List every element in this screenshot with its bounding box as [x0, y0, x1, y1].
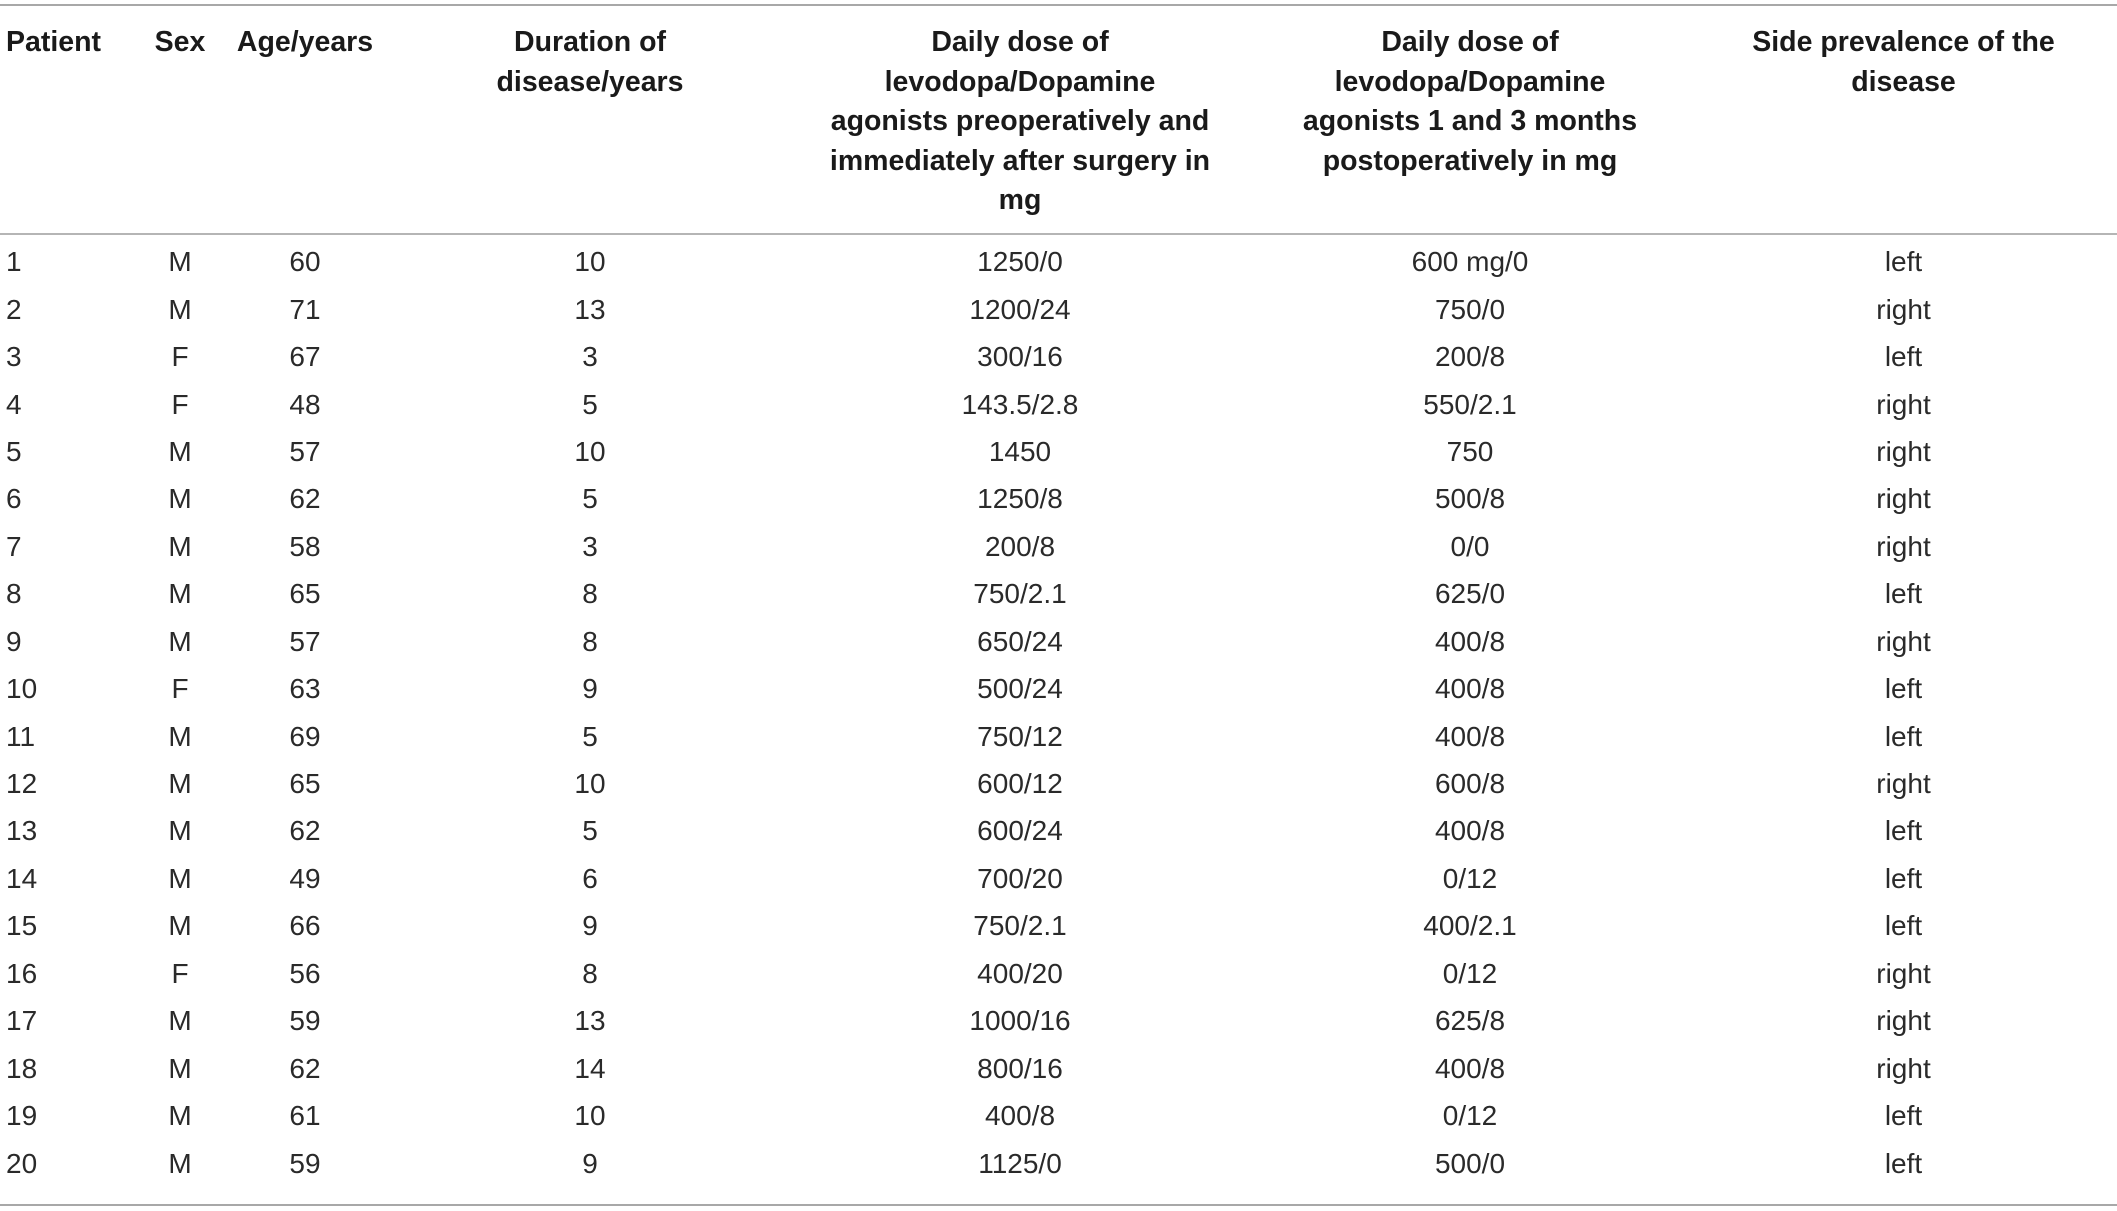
cell-dose-preop: 750/2.1 — [973, 578, 1067, 610]
cell-patient: 13 — [6, 815, 38, 847]
cell-patient: 3 — [6, 341, 22, 373]
table-row — [0, 713, 2117, 760]
header-dose-postop-line: postoperatively in mg — [1322, 144, 1618, 177]
cell-age: 56 — [289, 957, 321, 989]
cell-dose-preop: 600/12 — [977, 768, 1063, 800]
cell-duration: 8 — [582, 957, 598, 989]
table-row — [0, 855, 2117, 902]
cell-patient: 4 — [6, 388, 22, 420]
header-age — [220, 6, 390, 221]
cell-age: 58 — [289, 530, 321, 562]
cell-age: 60 — [289, 246, 321, 278]
cell-dose-postop: 400/2.1 — [1423, 910, 1517, 942]
cell-patient: 18 — [6, 1052, 38, 1084]
cell-age: 65 — [289, 768, 321, 800]
cell-patient: 20 — [6, 1147, 38, 1179]
cell-dose-postop: 750/0 — [1434, 293, 1506, 325]
cell-sex: M — [168, 435, 192, 467]
header-dose-postop — [1250, 6, 1690, 221]
cell-side: left — [1884, 341, 1923, 373]
cell-sex: M — [168, 1005, 192, 1037]
cell-duration: 13 — [574, 1005, 606, 1037]
header-dose-preop-line: immediately after surgery in — [829, 144, 1211, 177]
cell-patient: 6 — [6, 483, 22, 515]
cell-side: left — [1884, 673, 1923, 705]
cell-dose-preop: 1250/8 — [977, 483, 1063, 515]
table-row — [0, 903, 2117, 950]
cell-dose-postop: 400/8 — [1434, 815, 1506, 847]
cell-age: 49 — [289, 862, 321, 894]
cell-patient: 10 — [6, 673, 38, 705]
cell-duration: 8 — [582, 578, 598, 610]
cell-patient: 15 — [6, 910, 38, 942]
cell-duration: 5 — [582, 720, 598, 752]
cell-age: 62 — [289, 483, 321, 515]
cell-dose-preop: 200/8 — [984, 530, 1056, 562]
table-row — [0, 571, 2117, 618]
cell-patient: 9 — [6, 625, 22, 657]
cell-duration: 10 — [574, 246, 606, 278]
table-row — [0, 665, 2117, 712]
header-patient-line: Patient — [6, 26, 102, 58]
cell-age: 67 — [289, 341, 321, 373]
cell-dose-postop: 0/12 — [1442, 957, 1498, 989]
header-dose-preop-line: mg — [998, 184, 1042, 216]
cell-sex: F — [171, 341, 189, 373]
cell-age: 59 — [289, 1005, 321, 1037]
cell-age: 57 — [289, 435, 321, 467]
cell-duration: 10 — [574, 768, 606, 800]
header-dose-postop-line: levodopa/Dopamine — [1334, 65, 1606, 98]
cell-patient: 14 — [6, 862, 38, 894]
cell-side: right — [1876, 388, 1931, 420]
cell-dose-postop: 200/8 — [1434, 341, 1506, 373]
cell-dose-preop: 143.5/2.8 — [961, 388, 1079, 420]
cell-dose-postop: 0/12 — [1442, 862, 1498, 894]
cell-age: 61 — [289, 1100, 321, 1132]
cell-patient: 7 — [6, 530, 22, 562]
cell-age: 62 — [289, 1052, 321, 1084]
cell-dose-postop: 625/8 — [1434, 1005, 1506, 1037]
cell-side: left — [1884, 862, 1923, 894]
cell-duration: 5 — [582, 815, 598, 847]
cell-sex: M — [168, 815, 192, 847]
cell-patient: 1 — [6, 246, 22, 278]
cell-side: left — [1884, 1147, 1923, 1179]
cell-dose-postop: 750 — [1446, 435, 1494, 467]
cell-sex: M — [168, 1052, 192, 1084]
header-dose-preop-line: Daily dose of — [931, 26, 1109, 58]
cell-age: 66 — [289, 910, 321, 942]
cell-side: right — [1876, 293, 1931, 325]
cell-dose-preop: 800/16 — [977, 1052, 1063, 1084]
cell-duration: 6 — [582, 862, 598, 894]
cell-dose-preop: 400/8 — [984, 1100, 1056, 1132]
cell-dose-preop: 600/24 — [977, 815, 1063, 847]
cell-dose-preop: 500/24 — [977, 673, 1063, 705]
cell-dose-preop: 1200/24 — [969, 293, 1071, 325]
cell-duration: 10 — [574, 435, 606, 467]
cell-dose-preop: 1000/16 — [969, 1005, 1071, 1037]
cell-side: left — [1884, 720, 1923, 752]
cell-age: 65 — [289, 578, 321, 610]
header-duration — [390, 6, 790, 221]
cell-side: right — [1876, 625, 1931, 657]
cell-dose-preop: 750/2.1 — [973, 910, 1067, 942]
table-row — [0, 1140, 2117, 1187]
cell-age: 69 — [289, 720, 321, 752]
cell-age: 48 — [289, 388, 321, 420]
cell-sex: M — [168, 910, 192, 942]
cell-duration: 3 — [582, 341, 598, 373]
cell-sex: F — [171, 673, 189, 705]
cell-dose-postop: 500/0 — [1434, 1147, 1506, 1179]
cell-sex: M — [168, 720, 192, 752]
cell-dose-postop: 600 mg/0 — [1411, 246, 1529, 278]
header-dose-preop-line: levodopa/Dopamine — [884, 65, 1156, 98]
cell-duration: 9 — [582, 910, 598, 942]
table-row — [0, 950, 2117, 997]
cell-patient: 16 — [6, 957, 38, 989]
cell-patient: 19 — [6, 1100, 38, 1132]
table-header-row — [0, 6, 2117, 221]
table-row — [0, 286, 2117, 333]
cell-duration: 8 — [582, 625, 598, 657]
table-row — [0, 998, 2117, 1045]
table-row — [0, 476, 2117, 523]
header-side-prevalence — [1690, 6, 2117, 221]
cell-age: 59 — [289, 1147, 321, 1179]
cell-dose-postop: 600/8 — [1434, 768, 1506, 800]
cell-duration: 10 — [574, 1100, 606, 1132]
cell-sex: M — [168, 530, 192, 562]
table-row — [0, 333, 2117, 380]
cell-side: right — [1876, 435, 1931, 467]
cell-dose-postop: 0/12 — [1442, 1100, 1498, 1132]
header-dose-postop-line: Daily dose of — [1381, 26, 1559, 58]
header-dose-preop-line: agonists preoperatively and — [830, 105, 1210, 137]
cell-duration: 14 — [574, 1052, 606, 1084]
cell-patient: 8 — [6, 578, 22, 610]
cell-sex: M — [168, 246, 192, 278]
header-side-prevalence-line: disease — [1851, 65, 1956, 98]
cell-dose-preop: 1450 — [988, 435, 1052, 467]
cell-side: right — [1876, 1005, 1931, 1037]
cell-dose-preop: 1125/0 — [978, 1147, 1062, 1179]
cell-dose-postop: 550/2.1 — [1423, 388, 1517, 420]
header-sex-line: Sex — [154, 26, 206, 58]
table-row — [0, 618, 2117, 665]
cell-dose-preop: 700/20 — [977, 862, 1063, 894]
table-row — [0, 381, 2117, 428]
cell-duration: 13 — [574, 293, 606, 325]
cell-sex: M — [168, 862, 192, 894]
cell-side: left — [1884, 246, 1923, 278]
header-side-prevalence-line: Side prevalence of the — [1752, 26, 2055, 58]
header-dose-preop — [790, 6, 1250, 221]
cell-dose-postop: 400/8 — [1434, 720, 1506, 752]
cell-dose-postop: 625/0 — [1434, 578, 1506, 610]
cell-dose-preop: 750/12 — [977, 720, 1063, 752]
cell-duration: 5 — [582, 483, 598, 515]
cell-dose-preop: 400/20 — [977, 957, 1063, 989]
table-body — [0, 221, 2117, 1188]
table-row — [0, 428, 2117, 475]
table-row — [0, 760, 2117, 807]
cell-sex: M — [168, 293, 192, 325]
cell-side: left — [1884, 578, 1923, 610]
cell-patient: 2 — [6, 293, 22, 325]
cell-side: right — [1876, 530, 1931, 562]
header-patient — [0, 6, 140, 221]
table-row — [0, 1045, 2117, 1092]
cell-sex: M — [168, 483, 192, 515]
cell-duration: 3 — [582, 530, 598, 562]
cell-duration: 9 — [582, 1147, 598, 1179]
cell-side: left — [1884, 1100, 1923, 1132]
cell-dose-postop: 400/8 — [1434, 625, 1506, 657]
header-age-line: Age/years — [236, 26, 374, 58]
cell-sex: F — [171, 957, 189, 989]
cell-age: 62 — [289, 815, 321, 847]
cell-sex: M — [168, 625, 192, 657]
cell-sex: M — [168, 1100, 192, 1132]
cell-dose-preop: 1250/0 — [977, 246, 1063, 278]
cell-dose-preop: 300/16 — [977, 341, 1063, 373]
cell-age: 57 — [289, 625, 321, 657]
cell-age: 71 — [289, 293, 321, 325]
cell-dose-preop: 650/24 — [977, 625, 1063, 657]
patient-characteristics-table — [0, 6, 2117, 1187]
cell-age: 63 — [289, 673, 321, 705]
table-row — [0, 808, 2117, 855]
spacer-cell — [0, 221, 2117, 239]
cell-dose-postop: 500/8 — [1434, 483, 1506, 515]
table-bottom-rule — [0, 1204, 2117, 1206]
cell-sex: F — [171, 388, 189, 420]
cell-side: left — [1884, 910, 1923, 942]
header-sex — [140, 6, 220, 221]
cell-side: left — [1884, 815, 1923, 847]
cell-dose-postop: 0/0 — [1450, 530, 1490, 562]
cell-side: right — [1876, 768, 1931, 800]
table-row — [0, 1092, 2117, 1139]
cell-dose-postop: 400/8 — [1434, 673, 1506, 705]
header-duration-line: disease/years — [496, 65, 684, 98]
cell-side: right — [1876, 1052, 1931, 1084]
cell-side: right — [1876, 957, 1931, 989]
table-spacer-row — [0, 221, 2117, 239]
cell-duration: 9 — [582, 673, 598, 705]
table-row — [0, 523, 2117, 570]
cell-dose-postop: 400/8 — [1434, 1052, 1506, 1084]
cell-patient: 17 — [6, 1005, 38, 1037]
cell-sex: M — [168, 768, 192, 800]
cell-patient: 12 — [6, 768, 38, 800]
cell-patient: 5 — [6, 435, 22, 467]
header-dose-postop-line: agonists 1 and 3 months — [1302, 105, 1638, 137]
table-row — [0, 239, 2117, 286]
header-duration-line: Duration of — [514, 26, 666, 58]
cell-side: right — [1876, 483, 1931, 515]
cell-duration: 5 — [582, 388, 598, 420]
cell-patient: 11 — [6, 720, 36, 752]
cell-sex: M — [168, 1147, 192, 1179]
cell-sex: M — [168, 578, 192, 610]
